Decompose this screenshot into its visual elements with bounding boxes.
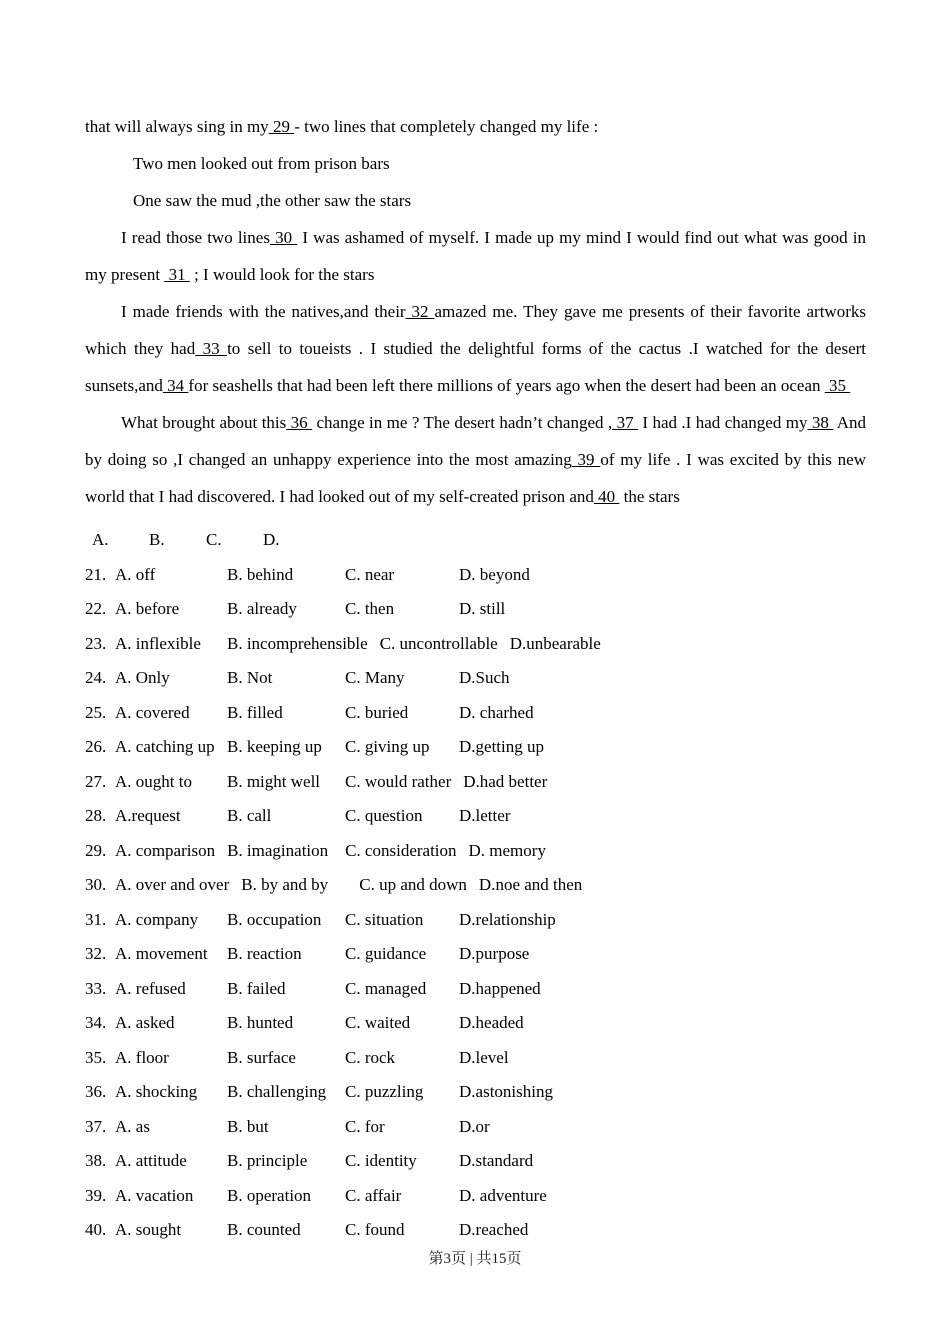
- question-number: 38.: [85, 1151, 107, 1170]
- question-number: 27.: [85, 771, 107, 791]
- question-row: [85, 868, 866, 903]
- option-c: C. situation: [345, 909, 424, 929]
- option-c: C. giving up: [345, 737, 430, 756]
- option-b: B. principle: [227, 1151, 308, 1170]
- blank-35: 35: [824, 376, 851, 395]
- option-b: B. call: [227, 806, 272, 825]
- footer-page-indicator: 第3页 | 共15页: [428, 1251, 522, 1267]
- passage-paragraph: I made friends with the natives,and their 32 amazed me. They gave me presents of their favorite artworks which they had 33 to sell to toueists . I studied the delightful forms of the cactus .I watched for the desert sunsets,and 34 for seashells that had been left there millions of years ago when the desert had been an ocean 35: [85, 302, 867, 395]
- option-b: B. failed: [227, 978, 286, 998]
- question-row: [85, 1213, 866, 1248]
- option-c: C. waited: [345, 1013, 411, 1032]
- option-c: C. guidance: [345, 944, 427, 963]
- question-row: [85, 730, 866, 765]
- option-b: B. hunted: [227, 1013, 294, 1032]
- questions-list: [85, 523, 866, 1248]
- option-d: D.headed: [459, 1013, 524, 1032]
- question-number: 22.: [85, 599, 107, 618]
- question-row: [85, 834, 866, 869]
- option-d: D.standard: [459, 1151, 534, 1170]
- question-number: 26.: [85, 737, 107, 756]
- option-a: A.request: [115, 806, 181, 825]
- question-number: 29.: [85, 840, 107, 860]
- question-row: [85, 558, 866, 593]
- option-c: C. identity: [345, 1151, 417, 1170]
- question-row: [85, 1179, 866, 1214]
- passage-paragraph: What brought about this 36 change in me ? The desert hadn’t changed , 37 I had .I had changed my 38 And by doing so ,I changed an unhappy experience into the most amazing 39 of my life . I was excited by this new world that I had discovered. I had looked out of my self-created prison and 40 the stars: [85, 413, 867, 506]
- option-d: D.noe and then: [478, 875, 583, 894]
- question-row: [85, 696, 866, 731]
- option-c: C. then: [345, 599, 395, 618]
- option-letter-header: D.: [263, 530, 280, 549]
- question-row: [85, 972, 866, 1007]
- option-b: B. surface: [227, 1047, 296, 1067]
- option-c: C. question: [345, 806, 423, 825]
- option-d: D.reached: [459, 1220, 529, 1239]
- blank-31: 31: [164, 265, 190, 284]
- passage-paragraph: One saw the mud ,the other saw the stars: [133, 191, 412, 210]
- page-footer: [0, 1247, 950, 1268]
- option-a: A. over and over: [115, 875, 230, 894]
- option-a: A. vacation: [115, 1185, 194, 1205]
- passage-paragraph: I read those two lines 30 I was ashamed of myself. I made up my mind I would find out what was good in my present 31 ; I would look for the stars: [85, 228, 867, 284]
- option-letter-header: B.: [149, 530, 165, 549]
- option-a: A. as: [115, 1116, 150, 1136]
- question-number: 21.: [85, 564, 107, 584]
- option-d: D.or: [459, 1116, 490, 1136]
- option-a: A. company: [115, 909, 199, 929]
- question-row: [85, 903, 866, 938]
- question-row: [85, 765, 866, 800]
- option-d: D.had better: [463, 771, 548, 791]
- question-row: [85, 1075, 866, 1110]
- option-b: B. but: [227, 1116, 269, 1136]
- blank-36: 36: [286, 413, 313, 432]
- option-b: B. challenging: [227, 1082, 327, 1101]
- question-number: 33.: [85, 978, 107, 998]
- options-header-row: [85, 523, 866, 558]
- option-a: A. shocking: [115, 1082, 198, 1101]
- option-b: B. filled: [227, 702, 283, 722]
- blank-39: 39: [571, 450, 601, 469]
- option-a: A. Only: [115, 668, 170, 687]
- blank-33: 33: [195, 339, 228, 358]
- option-d: D. still: [459, 599, 506, 618]
- option-a: A. comparison: [115, 840, 216, 860]
- option-c: C. would rather: [345, 771, 452, 791]
- blank-37: 37: [612, 413, 638, 432]
- option-b: B. might well: [227, 771, 321, 791]
- blank-29: 29: [268, 117, 295, 136]
- option-b: B. already: [227, 599, 297, 618]
- question-number: 24.: [85, 668, 107, 687]
- option-a: A. asked: [115, 1013, 175, 1032]
- question-row: [85, 937, 866, 972]
- question-row: [85, 627, 866, 662]
- question-row: [85, 1144, 866, 1179]
- option-a: A. sought: [115, 1220, 182, 1239]
- option-a: A. floor: [115, 1047, 169, 1067]
- option-c: C. puzzling: [345, 1082, 424, 1101]
- option-a: A. attitude: [115, 1151, 187, 1170]
- question-number: 36.: [85, 1082, 107, 1101]
- option-a: A. catching up: [115, 737, 215, 756]
- option-b: B. operation: [227, 1185, 312, 1205]
- option-c: C. Many: [345, 668, 405, 687]
- question-row: [85, 661, 866, 696]
- option-d: D.unbearable: [509, 633, 601, 653]
- question-number: 40.: [85, 1220, 107, 1239]
- option-d: D.Such: [459, 668, 510, 687]
- option-c: C. consideration: [345, 840, 457, 860]
- option-letter-header: C.: [206, 530, 222, 549]
- option-c: C. buried: [345, 702, 409, 722]
- option-letter-header: A.: [92, 530, 109, 549]
- option-a: A. before: [115, 599, 180, 618]
- option-d: D.astonishing: [459, 1082, 553, 1101]
- cloze-passage: [85, 108, 866, 515]
- option-c: C. found: [345, 1220, 405, 1239]
- question-number: 30.: [85, 875, 107, 894]
- blank-34: 34: [162, 376, 189, 395]
- question-number: 23.: [85, 633, 107, 653]
- blank-40: 40: [593, 487, 620, 506]
- question-number: 31.: [85, 909, 107, 929]
- option-c: C. rock: [345, 1047, 396, 1067]
- option-d: D.level: [459, 1047, 509, 1067]
- question-number: 28.: [85, 806, 107, 825]
- option-b: B. behind: [227, 564, 294, 584]
- blank-30: 30: [269, 228, 298, 247]
- option-b: B. Not: [227, 668, 273, 687]
- question-number: 25.: [85, 702, 107, 722]
- option-a: A. ought to: [115, 771, 192, 791]
- option-a: A. inflexible: [115, 633, 201, 653]
- question-number: 34.: [85, 1013, 107, 1032]
- option-b: B. imagination: [227, 840, 329, 860]
- option-d: D. charhed: [459, 702, 534, 722]
- question-row: [85, 1110, 866, 1145]
- option-d: D. memory: [468, 840, 546, 860]
- question-number: 32.: [85, 944, 107, 963]
- question-row: [85, 592, 866, 627]
- option-c: C. for: [345, 1116, 385, 1136]
- option-d: D.relationship: [459, 909, 556, 929]
- option-b: B. keeping up: [227, 737, 322, 756]
- blank-38: 38: [807, 413, 834, 432]
- question-row: [85, 1006, 866, 1041]
- option-d: D.happened: [459, 978, 541, 998]
- blank-32: 32: [405, 302, 435, 321]
- option-c: C. near: [345, 564, 395, 584]
- option-a: A. movement: [115, 944, 208, 963]
- option-d: D.letter: [459, 806, 511, 825]
- passage-paragraph: that will always sing in my 29 - two lines that completely changed my life :: [85, 117, 599, 136]
- option-d: D. adventure: [459, 1185, 547, 1205]
- passage-paragraph: Two men looked out from prison bars: [133, 154, 390, 173]
- question-row: [85, 1041, 866, 1076]
- option-c: C. managed: [345, 978, 427, 998]
- option-b: B. reaction: [227, 944, 302, 963]
- option-b: B. counted: [227, 1220, 301, 1239]
- option-a: A. covered: [115, 702, 190, 722]
- option-c: C. uncontrollable: [379, 633, 498, 653]
- option-d: D. beyond: [459, 564, 530, 584]
- option-d: D.purpose: [459, 944, 530, 963]
- question-number: 35.: [85, 1047, 107, 1067]
- option-a: A. off: [115, 564, 156, 584]
- question-row: [85, 799, 866, 834]
- option-c: C. up and down: [359, 875, 467, 894]
- question-number: 37.: [85, 1116, 107, 1136]
- option-c: C. affair: [345, 1185, 402, 1205]
- option-b: B. incomprehensible: [227, 633, 368, 653]
- option-d: D.getting up: [459, 737, 544, 756]
- option-a: A. refused: [115, 978, 186, 998]
- question-number: 39.: [85, 1185, 107, 1205]
- option-b: B. by and by: [241, 875, 329, 894]
- option-b: B. occupation: [227, 909, 322, 929]
